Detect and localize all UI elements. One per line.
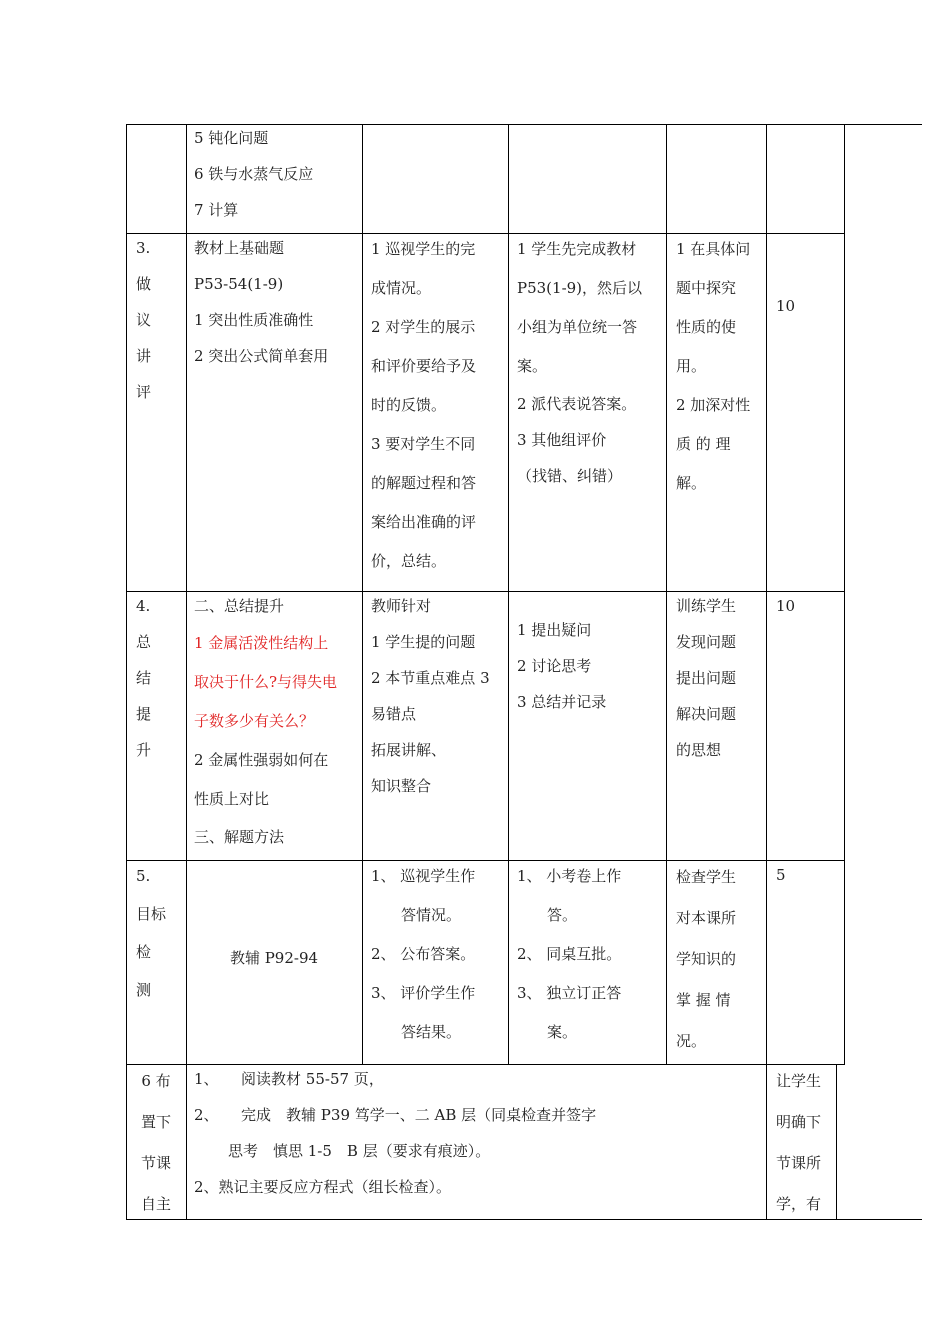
row5-time-cell: 5	[776, 866, 786, 884]
rule-col6	[844, 124, 845, 1065]
row3-step-line: 做	[136, 275, 152, 293]
row5-student-line: 3、 独立订正答	[517, 984, 622, 1002]
row4-question-line: 1 金属活泼性结构上	[194, 634, 329, 652]
row4-teacher-line: 知识整合	[371, 777, 432, 795]
row3-teacher-line: 时的反馈。	[371, 396, 447, 414]
row4-step-line: 结	[136, 669, 152, 687]
row4-student-line: 3 总结并记录	[517, 693, 607, 711]
row5-intent-line: 检查学生	[676, 868, 737, 886]
row3-student-cell	[517, 230, 642, 494]
row3-student-line: 2 派代表说答案。	[517, 395, 637, 413]
row4-step-line: 升	[136, 741, 152, 759]
row5-student-line: 答。	[547, 906, 578, 924]
row6-intent-cell	[776, 1061, 821, 1225]
row3-content-line: 教材上基础题	[194, 239, 285, 257]
row1-content-line: 7 计算	[194, 201, 239, 219]
row3-content-cell	[194, 230, 328, 374]
row5-student-line: 案。	[547, 1023, 578, 1041]
row3-teacher-line: 1 巡视学生的完	[371, 240, 476, 258]
row6-intent-line: 明确下	[776, 1113, 822, 1131]
row4-intent-line: 发现问题	[676, 633, 737, 651]
row3-intent-line: 用。	[676, 357, 707, 375]
row4-teacher-cell	[371, 588, 490, 804]
row6-content-line: 1、 阅读教材 55-57 页，	[194, 1070, 384, 1088]
rule-r6-col3	[836, 1064, 837, 1219]
row5-teacher-cell	[371, 857, 475, 1052]
row3-teacher-line: 成情况。	[371, 279, 432, 297]
row4-intent-line: 训练学生	[676, 597, 737, 615]
row3-intent-line: 2 加深对性	[676, 396, 751, 414]
row4-content-cell	[194, 588, 337, 855]
row5-student-line: 1、 小考卷上作	[517, 867, 622, 885]
row6-step-line: 节课	[140, 1154, 171, 1172]
row4-teacher-line: 教师针对	[371, 597, 432, 615]
row6-step-cell	[126, 1061, 186, 1225]
row6-content-line: 2、熟记主要反应方程式（组长检查）。	[194, 1178, 452, 1196]
row6-step-line: 置下	[140, 1113, 171, 1131]
row6-step-line: 6 布	[141, 1072, 171, 1090]
row1-content-line: 5 钝化问题	[194, 129, 269, 147]
row5-intent-line: 掌 握 情	[676, 991, 731, 1009]
row3-step-line: 讲	[136, 347, 152, 365]
rule-col2	[362, 124, 363, 1065]
row3-student-line: 小组为单位统一答	[517, 318, 638, 336]
row5-intent-cell	[676, 857, 736, 1062]
row4-step-line: 总	[136, 633, 152, 651]
row5-content-cell: 教辅 P92-94	[229, 949, 319, 967]
rule-col4	[666, 124, 667, 1065]
rule-col1	[186, 124, 187, 1065]
row5-step-line: 检	[136, 943, 152, 961]
rule-row4-bottom	[126, 860, 844, 861]
row4-intent-line: 提出问题	[676, 669, 737, 687]
row3-intent-line: 质 的 理	[676, 435, 731, 453]
row5-teacher-line: 2、 公布答案。	[371, 945, 476, 963]
row3-teacher-line: 的解题过程和答	[371, 474, 477, 492]
row3-intent-line: 解。	[676, 474, 707, 492]
row4-teacher-line: 易错点	[371, 705, 417, 723]
row3-student-line: P53(1-9)，然后以	[517, 279, 643, 297]
row4-content-line: 性质上对比	[194, 790, 270, 808]
row5-intent-line: 对本课所	[676, 909, 737, 927]
row5-intent-line: 况。	[676, 1032, 707, 1050]
row3-intent-line: 题中探究	[676, 279, 737, 297]
row4-intent-line: 的思想	[676, 741, 722, 759]
row3-teacher-line: 案给出准确的评	[371, 513, 477, 531]
row3-teacher-line: 价，总结。	[371, 552, 447, 570]
row3-student-line: 3 其他组评价	[517, 431, 607, 449]
row4-teacher-line: 2 本节重点难点 3	[371, 669, 490, 687]
row3-content-line: P53-54(1-9)	[194, 275, 284, 293]
row3-intent-line: 1 在具体问	[676, 240, 751, 258]
row3-student-line: 1 学生先完成教材	[517, 240, 637, 258]
row4-content-heading: 二、总结提升	[194, 597, 285, 615]
row3-teacher-line: 2 对学生的展示	[371, 318, 476, 336]
row6-content-line: 2、 完成 教辅 P39 笃学一、二 AB 层（同桌检查并签字	[194, 1106, 597, 1124]
row6-intent-line: 让学生	[776, 1072, 822, 1090]
rule-left	[126, 124, 127, 1219]
row5-student-cell	[517, 857, 621, 1052]
row4-teacher-line: 1 学生提的问题	[371, 633, 476, 651]
row6-step-line: 自主	[140, 1195, 171, 1213]
rule-r6-col1	[186, 1064, 187, 1219]
row5-teacher-line: 答结果。	[401, 1023, 462, 1041]
row3-student-line: （找错、纠错）	[517, 467, 623, 485]
row6-content-cell	[194, 1061, 596, 1205]
row6-intent-line: 节课所	[776, 1154, 822, 1172]
row6-intent-line: 学，有	[776, 1195, 822, 1213]
row4-student-line: 1 提出疑问	[517, 621, 592, 639]
row4-student-line: 2 讨论思考	[517, 657, 592, 675]
row3-intent-line: 性质的使	[676, 318, 737, 336]
row3-intent-cell	[676, 230, 750, 503]
row3-time-cell: 10	[776, 297, 796, 315]
rule-r6-col2	[766, 1064, 767, 1219]
row4-step-cell	[136, 588, 151, 768]
rule-col5	[766, 124, 767, 1065]
row3-step-line: 议	[136, 311, 152, 329]
row3-teacher-line: 和评价要给予及	[371, 357, 477, 375]
row3-content-line: 1 突出性质准确性	[194, 311, 314, 329]
row3-step-line: 3.	[136, 239, 151, 257]
row4-question-line: 子数多少有关么？	[194, 712, 315, 730]
row3-step-line: 评	[136, 383, 152, 401]
row4-intent-line: 解决问题	[676, 705, 737, 723]
row3-teacher-line: 3 要对学生不同	[371, 435, 476, 453]
row5-step-line: 目标	[136, 905, 167, 923]
row4-step-line: 4.	[136, 597, 151, 615]
row4-intent-cell	[676, 588, 736, 768]
row4-question-line: 取决于什么?与得失电	[194, 673, 338, 691]
rule-col3	[508, 124, 509, 1065]
row1-content-line: 6 铁与水蒸气反应	[194, 165, 314, 183]
row5-step-cell	[136, 857, 166, 1009]
row5-teacher-line: 3、 评价学生作	[371, 984, 476, 1002]
row5-teacher-line: 1、 巡视学生作	[371, 867, 476, 885]
row5-step-line: 5.	[136, 867, 151, 885]
row5-step-line: 测	[136, 981, 152, 999]
row3-content-line: 2 突出公式简单套用	[194, 347, 329, 365]
row4-teacher-line: 拓展讲解、	[371, 741, 447, 759]
row4-student-cell	[517, 612, 606, 720]
row3-student-line: 案。	[517, 357, 548, 375]
row6-content-line: 思考 慎思 1-5 B 层（要求有痕迹）。	[228, 1142, 491, 1160]
row1-content-cell	[194, 120, 313, 228]
row3-step-cell	[136, 230, 151, 410]
row4-time-cell: 10	[776, 597, 796, 615]
row4-content-line: 三、解题方法	[194, 828, 285, 846]
row3-teacher-cell	[371, 230, 476, 581]
row5-intent-line: 学知识的	[676, 950, 737, 968]
row4-content-line: 2 金属性强弱如何在	[194, 751, 329, 769]
row4-step-line: 提	[136, 705, 152, 723]
row5-teacher-line: 答情况。	[401, 906, 462, 924]
row5-student-line: 2、 同桌互批。	[517, 945, 622, 963]
